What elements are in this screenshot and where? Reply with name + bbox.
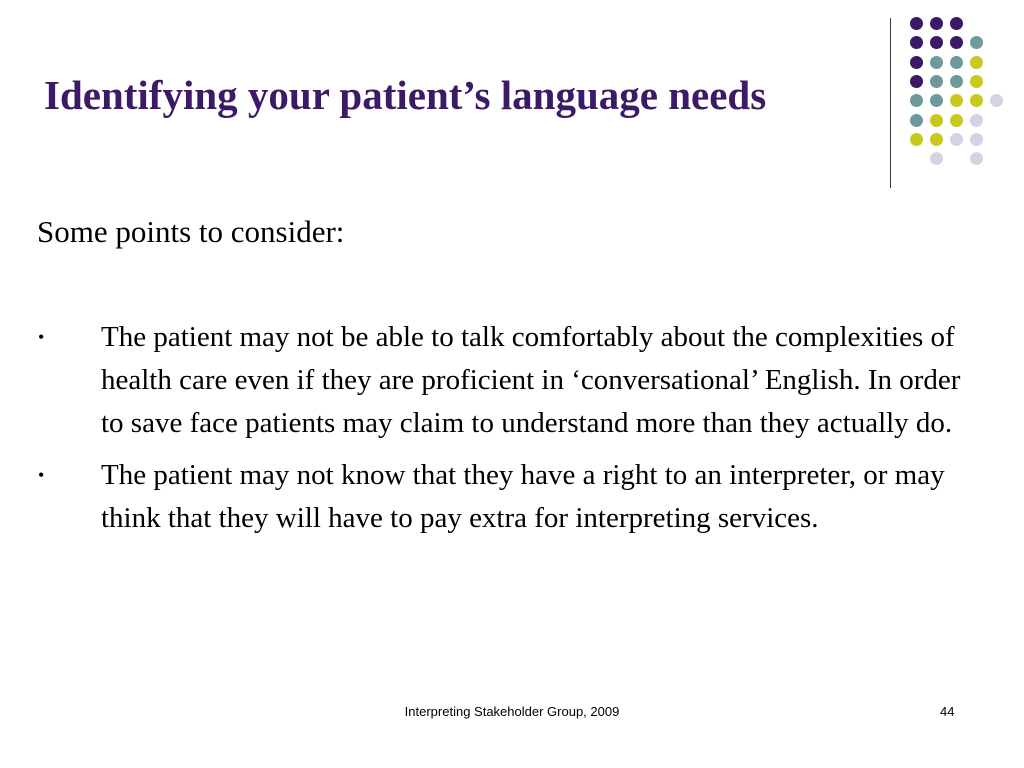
intro-text: Some points to consider:	[37, 214, 345, 249]
title-divider-line	[890, 18, 891, 188]
decorative-dot	[910, 133, 923, 146]
decorative-dot	[970, 56, 983, 69]
bullet-item	[0, 454, 1024, 540]
decorative-dot	[970, 152, 983, 165]
decorative-dot	[930, 133, 943, 146]
decorative-dot	[910, 75, 923, 88]
decorative-dot	[930, 152, 943, 165]
slide-title: Identifying your patient’s language needs	[44, 72, 767, 118]
bullet-marker: •	[38, 327, 45, 347]
decorative-dot	[910, 94, 923, 107]
decorative-dot	[950, 94, 963, 107]
bullet-text: The patient may not be able to talk comfortably about the complexities of health care even if they are proficient in ‘conversational’ English. In order to save face patients may claim to understand more than they actually do.	[101, 321, 961, 439]
decorative-dot	[930, 36, 943, 49]
decorative-dot	[930, 75, 943, 88]
decorative-dot	[930, 56, 943, 69]
decorative-dot	[990, 94, 1003, 107]
decorative-dot	[950, 133, 963, 146]
decorative-dot	[910, 114, 923, 127]
bullet-text: The patient may not know that they have a right to an interpreter, or may think that they will have to pay extra for interpreting services.	[101, 459, 945, 534]
decorative-dot	[970, 114, 983, 127]
decorative-dot	[930, 94, 943, 107]
page-number: 44	[940, 704, 955, 719]
decorative-dot	[970, 75, 983, 88]
decorative-dot	[910, 36, 923, 49]
decorative-dot	[970, 94, 983, 107]
decorative-dot	[950, 36, 963, 49]
decorative-dot	[950, 75, 963, 88]
decorative-dot	[910, 17, 923, 30]
decorative-dot	[950, 17, 963, 30]
footer-text: Interpreting Stakeholder Group, 2009	[404, 704, 620, 719]
bullet-list	[0, 316, 1024, 549]
decorative-dot	[970, 133, 983, 146]
decorative-dot	[950, 56, 963, 69]
decorative-dot	[950, 114, 963, 127]
decorative-dot	[970, 36, 983, 49]
decorative-dot	[930, 17, 943, 30]
bullet-marker: •	[38, 465, 45, 485]
decorative-dot	[910, 56, 923, 69]
decorative-dot	[930, 114, 943, 127]
bullet-item	[0, 316, 1024, 445]
